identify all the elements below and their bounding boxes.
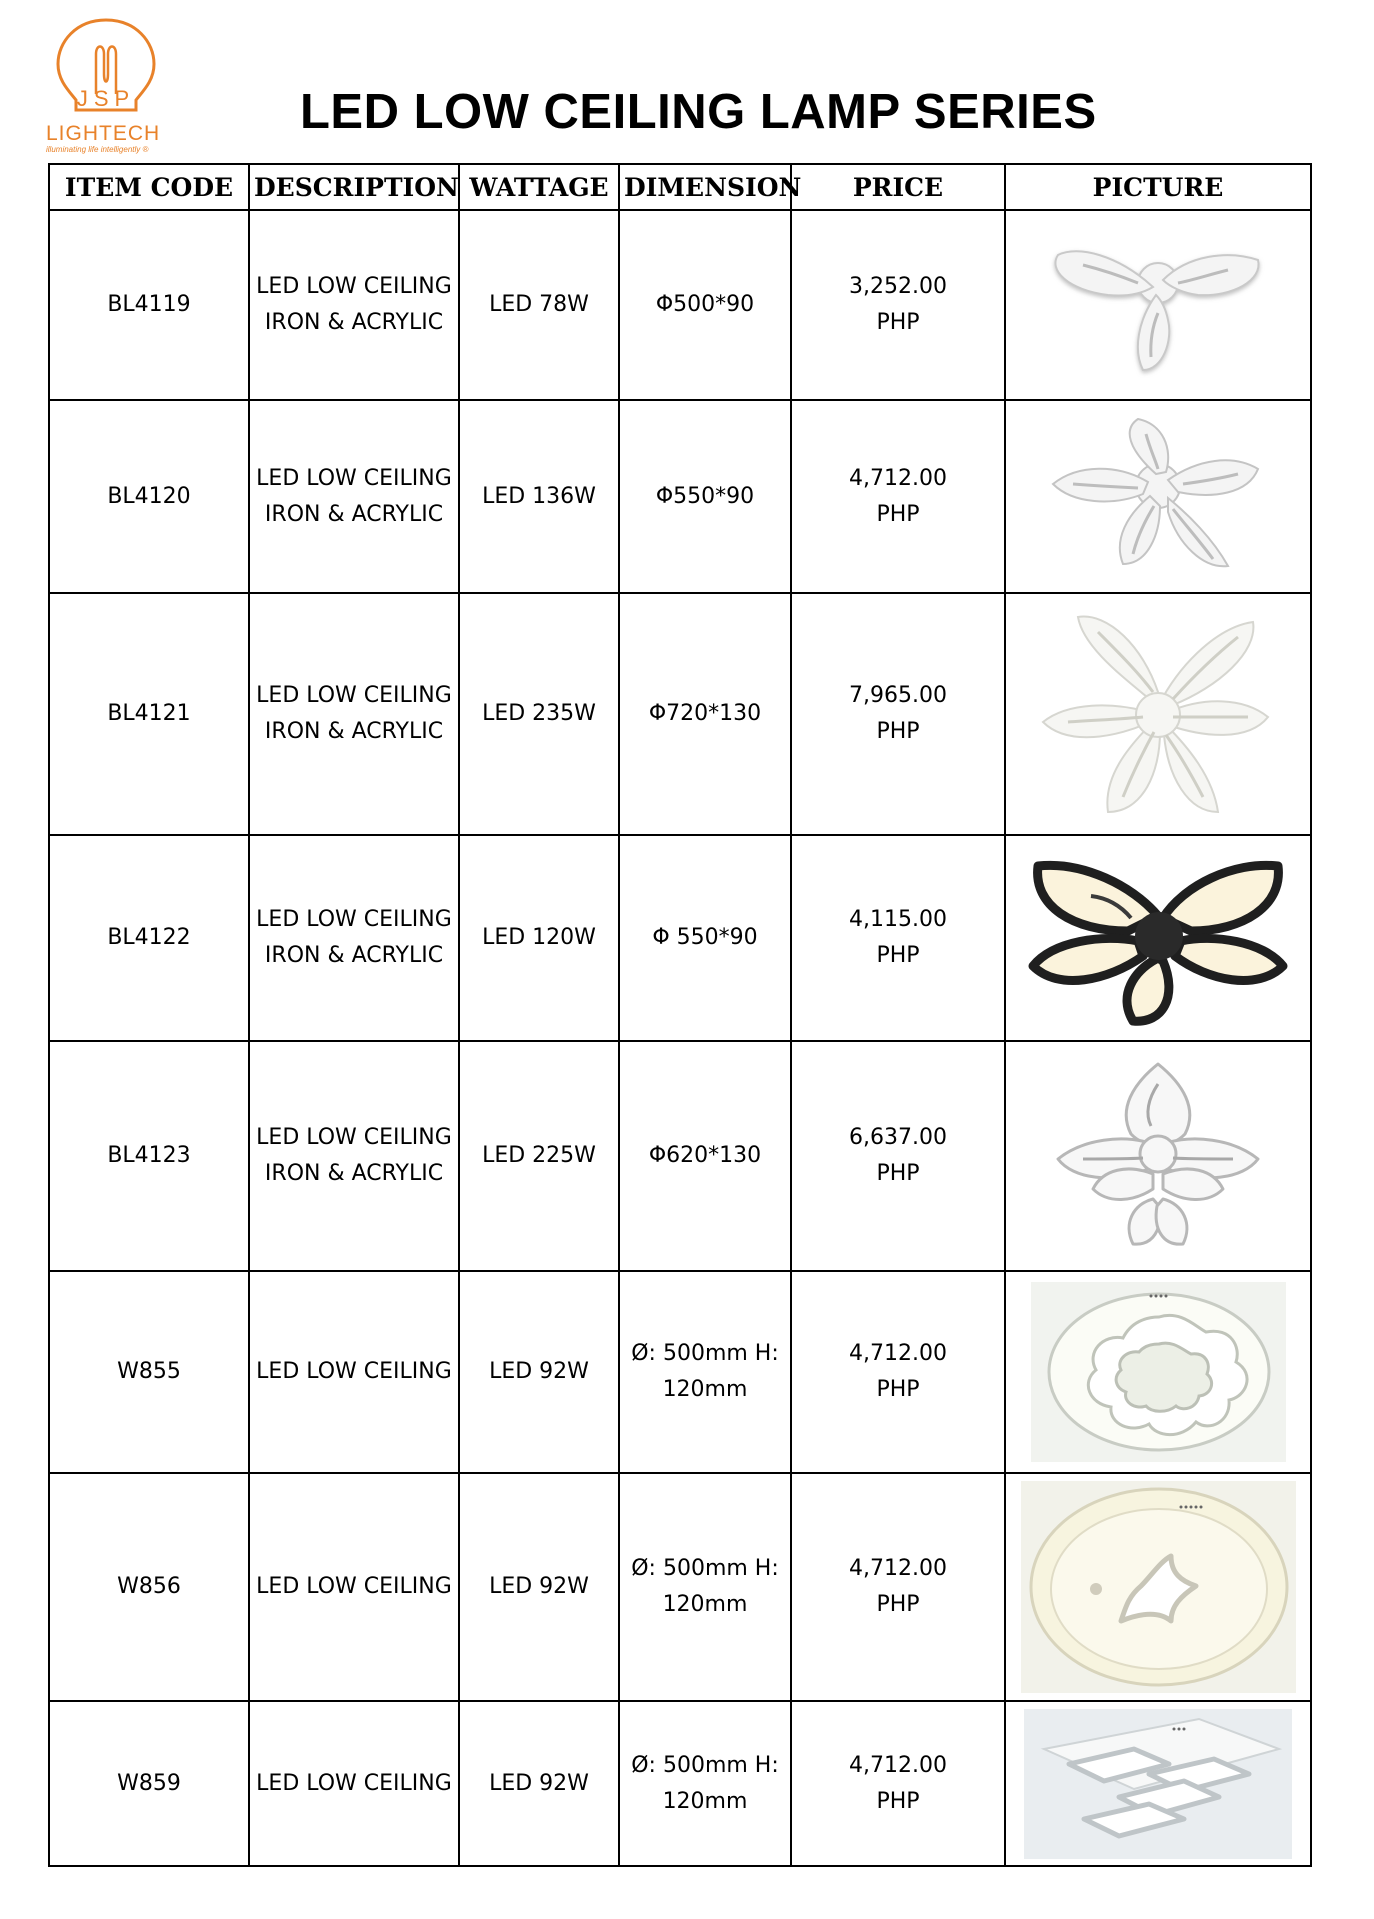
dimension-line: 120mm xyxy=(662,1788,748,1814)
table-row xyxy=(49,400,1311,593)
description-line: IRON & ACRYLIC xyxy=(264,943,444,968)
price-currency: PHP xyxy=(876,310,920,335)
price-value: 4,712.00 xyxy=(849,465,947,491)
picture-cell xyxy=(1005,593,1311,835)
dimension-line: Φ550*90 xyxy=(655,483,755,509)
table-row xyxy=(49,1271,1311,1473)
round-flower-lamp-icon xyxy=(1031,1282,1286,1462)
item-code: BL4122 xyxy=(49,835,249,1041)
header-item-code: ITEM CODE xyxy=(49,164,249,210)
price-cell xyxy=(791,1701,1005,1866)
dimension-line: Ø: 500mm H: xyxy=(631,1556,779,1581)
description-line: LED LOW CEILING xyxy=(256,1359,452,1384)
logo-name: LIGHTECH xyxy=(46,122,161,145)
description-cell xyxy=(249,1271,459,1473)
description-line: IRON & ACRYLIC xyxy=(264,1161,444,1186)
price-currency: PHP xyxy=(876,501,920,527)
header-dimension: DIMENSION xyxy=(619,164,791,210)
description-line: LED LOW CEILING xyxy=(256,465,452,491)
picture-cell xyxy=(1005,210,1311,400)
table-row xyxy=(49,835,1311,1041)
wattage: LED 78W xyxy=(459,210,619,400)
price-currency: PHP xyxy=(876,719,920,744)
dimension-cell xyxy=(619,835,791,1041)
price-currency: PHP xyxy=(876,943,920,968)
table-row xyxy=(49,1473,1311,1701)
dimension-line: 120mm xyxy=(662,1592,748,1617)
brand-logo xyxy=(46,14,166,164)
table-header-row xyxy=(49,164,1311,210)
price-currency: PHP xyxy=(876,1161,920,1186)
dimension-cell xyxy=(619,210,791,400)
table-row xyxy=(49,593,1311,835)
logo-tagline: illuminating life intelligently ® xyxy=(46,145,149,154)
wattage: LED 225W xyxy=(459,1041,619,1271)
price-value: 6,637.00 xyxy=(849,1125,947,1150)
document-title: LED LOW CEILING LAMP SERIES xyxy=(300,85,1097,139)
dimension-cell xyxy=(619,1701,791,1866)
tiered-petal-lamp-icon xyxy=(1023,1054,1293,1259)
description-line: LED LOW CEILING xyxy=(256,907,452,932)
price-currency: PHP xyxy=(876,1377,920,1402)
table-row xyxy=(49,1041,1311,1271)
description-cell xyxy=(249,593,459,835)
dimension-cell xyxy=(619,593,791,835)
dimension-cell xyxy=(619,1041,791,1271)
description-line: IRON & ACRYLIC xyxy=(264,501,444,527)
price-cell xyxy=(791,1473,1005,1701)
price-value: 4,712.00 xyxy=(849,1556,947,1581)
description-line: LED LOW CEILING xyxy=(256,683,452,708)
bulb-logo-icon xyxy=(46,14,166,124)
description-cell xyxy=(249,1041,459,1271)
description-line: LED LOW CEILING xyxy=(256,1125,452,1150)
header-description: DESCRIPTION xyxy=(249,164,459,210)
price-currency: PHP xyxy=(876,1788,920,1814)
wattage: LED 92W xyxy=(459,1473,619,1701)
description-line: IRON & ACRYLIC xyxy=(264,310,444,335)
dimension-line: Ø: 500mm H: xyxy=(631,1752,779,1778)
description-cell xyxy=(249,210,459,400)
wattage: LED 92W xyxy=(459,1271,619,1473)
price-currency: PHP xyxy=(876,1592,920,1617)
price-cell xyxy=(791,835,1005,1041)
dimension-cell xyxy=(619,1473,791,1701)
dimension-cell xyxy=(619,1271,791,1473)
five-petal-lamp-icon xyxy=(1028,414,1288,579)
item-code: BL4123 xyxy=(49,1041,249,1271)
price-cell xyxy=(791,1271,1005,1473)
dimension-line: Φ500*90 xyxy=(655,292,755,317)
table-row xyxy=(49,210,1311,400)
price-cell xyxy=(791,400,1005,593)
wattage: LED 120W xyxy=(459,835,619,1041)
item-code: BL4120 xyxy=(49,400,249,593)
description-line: LED LOW CEILING xyxy=(256,1770,452,1796)
round-star-lamp-icon xyxy=(1021,1481,1296,1693)
header-wattage: WATTAGE xyxy=(459,164,619,210)
product-table xyxy=(48,163,1312,1867)
price-value: 4,115.00 xyxy=(849,907,947,932)
dimension-line: Φ 550*90 xyxy=(652,925,758,950)
picture-cell xyxy=(1005,835,1311,1041)
picture-cell xyxy=(1005,1473,1311,1701)
picture-cell xyxy=(1005,400,1311,593)
three-petal-lamp-icon xyxy=(1028,225,1288,385)
wattage: LED 92W xyxy=(459,1701,619,1866)
dimension-cell xyxy=(619,400,791,593)
item-code: W856 xyxy=(49,1473,249,1701)
description-line: LED LOW CEILING xyxy=(256,1574,452,1599)
price-cell xyxy=(791,210,1005,400)
description-line: LED LOW CEILING xyxy=(256,274,452,299)
layered-petal-lamp-icon xyxy=(1028,607,1288,822)
price-value: 4,712.00 xyxy=(849,1752,947,1778)
price-cell xyxy=(791,593,1005,835)
dimension-line: 120mm xyxy=(662,1377,748,1402)
item-code: BL4119 xyxy=(49,210,249,400)
black-petal-lamp-icon xyxy=(1013,846,1303,1031)
item-code: W859 xyxy=(49,1701,249,1866)
price-value: 3,252.00 xyxy=(849,274,947,299)
description-cell xyxy=(249,400,459,593)
wattage: LED 235W xyxy=(459,593,619,835)
price-value: 7,965.00 xyxy=(849,683,947,708)
item-code: BL4121 xyxy=(49,593,249,835)
item-code: W855 xyxy=(49,1271,249,1473)
picture-cell xyxy=(1005,1041,1311,1271)
dimension-line: Φ720*130 xyxy=(648,701,762,726)
wattage: LED 136W xyxy=(459,400,619,593)
table-row xyxy=(49,1701,1311,1866)
picture-cell xyxy=(1005,1271,1311,1473)
logo-letters: JSP xyxy=(76,86,136,111)
dimension-line: Φ620*130 xyxy=(648,1143,762,1168)
description-cell xyxy=(249,1473,459,1701)
dimension-line: Ø: 500mm H: xyxy=(631,1341,779,1366)
description-line: IRON & ACRYLIC xyxy=(264,719,444,744)
price-cell xyxy=(791,1041,1005,1271)
square-frame-lamp-icon xyxy=(1024,1709,1292,1859)
picture-cell xyxy=(1005,1701,1311,1866)
price-value: 4,712.00 xyxy=(849,1341,947,1366)
description-cell xyxy=(249,1701,459,1866)
header-picture: PICTURE xyxy=(1005,164,1311,210)
header-price: PRICE xyxy=(791,164,1005,210)
description-cell xyxy=(249,835,459,1041)
